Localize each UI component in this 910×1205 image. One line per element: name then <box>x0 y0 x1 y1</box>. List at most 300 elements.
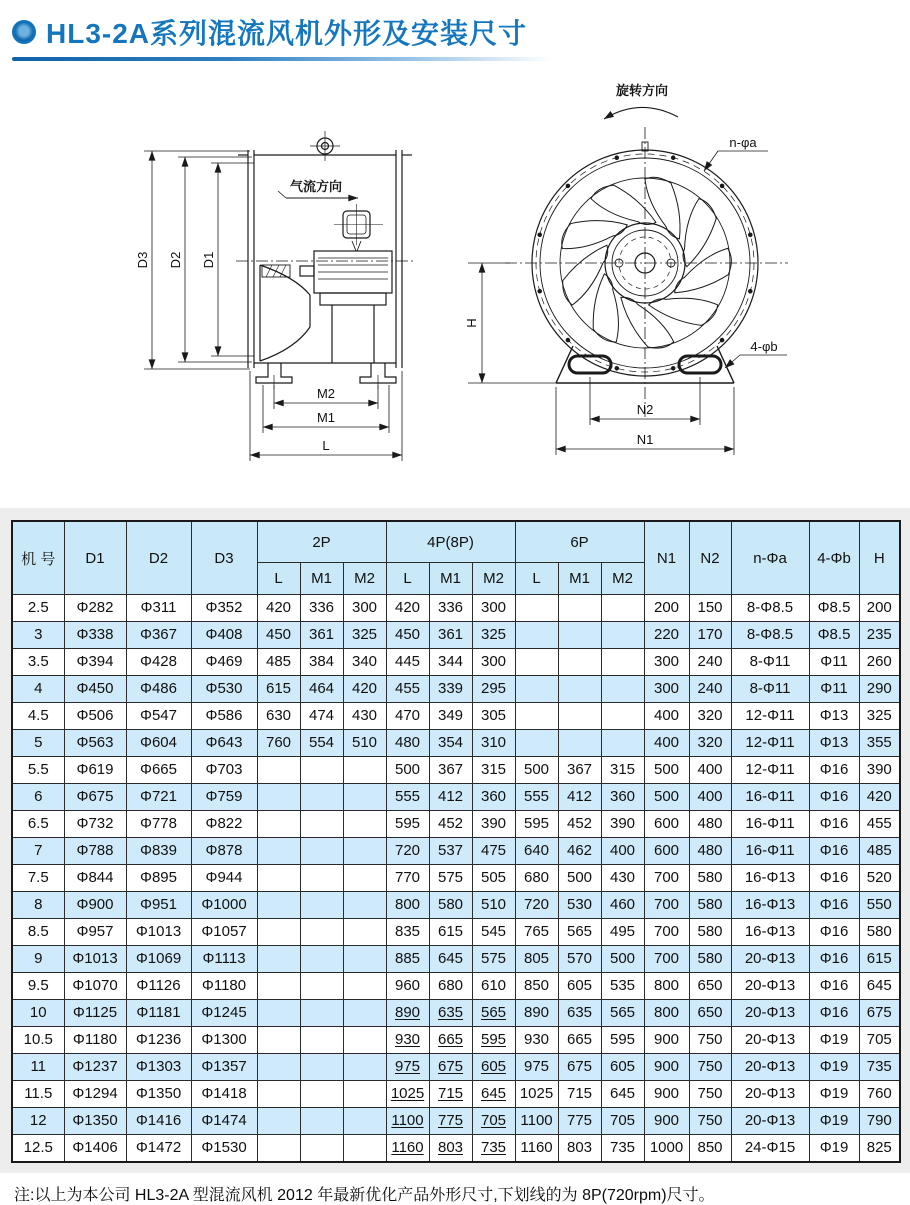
cell-6p-m2: 500 <box>601 946 644 973</box>
table-row <box>12 784 900 811</box>
cell-d3: Φ1418 <box>191 1081 257 1108</box>
cell-4p-m1: 680 <box>429 973 472 1000</box>
cell-6p-l: 555 <box>515 784 558 811</box>
cell-4p-m2: 575 <box>472 946 515 973</box>
cell-n2: 580 <box>689 919 731 946</box>
cell-2p-m1 <box>300 838 343 865</box>
cell-6p-m2 <box>601 730 644 757</box>
cell-2p-l <box>257 1108 300 1135</box>
cell-4-phi-b: Φ16 <box>809 973 859 1000</box>
cell-n-phi-a: 20-Φ13 <box>731 1108 809 1135</box>
cell-d2: Φ665 <box>126 757 191 784</box>
cell-2p-m2 <box>343 919 386 946</box>
cell-6p-l: 850 <box>515 973 558 1000</box>
cell-d3: Φ530 <box>191 676 257 703</box>
cell-n-phi-a: 16-Φ13 <box>731 892 809 919</box>
cell-d2: Φ895 <box>126 865 191 892</box>
col-header-n2: N2 <box>689 521 731 595</box>
cell-d2: Φ778 <box>126 811 191 838</box>
col-header-h: H <box>859 521 900 595</box>
fan-front-view <box>505 127 788 417</box>
cell-model: 6.5 <box>12 811 64 838</box>
cell-4p-m2: 705 <box>472 1108 515 1135</box>
cell-6p-m2 <box>601 649 644 676</box>
cell-4p-m2: 595 <box>472 1027 515 1054</box>
label-bolt-circle: n-φa <box>729 135 757 150</box>
cell-2p-m2: 420 <box>343 676 386 703</box>
cell-h: 825 <box>859 1135 900 1163</box>
cell-4p-m1: 575 <box>429 865 472 892</box>
cell-h: 520 <box>859 865 900 892</box>
title-bar <box>0 0 910 61</box>
cell-n1: 900 <box>644 1081 689 1108</box>
cell-2p-m1: 336 <box>300 595 343 622</box>
cell-d1: Φ1125 <box>64 1000 126 1027</box>
cell-2p-l: 760 <box>257 730 300 757</box>
cell-n1: 900 <box>644 1027 689 1054</box>
cell-6p-l: 680 <box>515 865 558 892</box>
cell-6p-l: 765 <box>515 919 558 946</box>
cell-6p-l <box>515 595 558 622</box>
cell-4-phi-b: Φ16 <box>809 811 859 838</box>
cell-6p-m2 <box>601 676 644 703</box>
cell-d3: Φ878 <box>191 838 257 865</box>
cell-6p-m2: 460 <box>601 892 644 919</box>
cell-6p-m2 <box>601 622 644 649</box>
cell-4p-m2: 325 <box>472 622 515 649</box>
cell-2p-m1 <box>300 784 343 811</box>
cell-n2: 480 <box>689 838 731 865</box>
cell-d3: Φ1530 <box>191 1135 257 1163</box>
cell-d2: Φ428 <box>126 649 191 676</box>
cell-4p-m2: 645 <box>472 1081 515 1108</box>
cell-d3: Φ1300 <box>191 1027 257 1054</box>
cell-6p-m1: 462 <box>558 838 601 865</box>
cell-2p-m2 <box>343 1054 386 1081</box>
cell-d2: Φ1303 <box>126 1054 191 1081</box>
cell-2p-m1: 554 <box>300 730 343 757</box>
cell-d1: Φ675 <box>64 784 126 811</box>
cell-2p-m1: 384 <box>300 649 343 676</box>
cell-n-phi-a: 12-Φ11 <box>731 730 809 757</box>
cell-n-phi-a: 8-Φ8.5 <box>731 622 809 649</box>
cell-2p-m1 <box>300 757 343 784</box>
cell-model: 11 <box>12 1054 64 1081</box>
col-header-d2: D2 <box>126 521 191 595</box>
cell-4p-m2: 610 <box>472 973 515 1000</box>
cell-2p-l: 485 <box>257 649 300 676</box>
cell-6p-m2: 400 <box>601 838 644 865</box>
cell-2p-m2: 340 <box>343 649 386 676</box>
cell-2p-m2 <box>343 946 386 973</box>
cell-n-phi-a: 16-Φ13 <box>731 919 809 946</box>
cell-4-phi-b: Φ16 <box>809 784 859 811</box>
cell-2p-m1 <box>300 865 343 892</box>
cell-4-phi-b: Φ16 <box>809 865 859 892</box>
cell-6p-m1 <box>558 649 601 676</box>
cell-n2: 750 <box>689 1054 731 1081</box>
cell-6p-m1: 565 <box>558 919 601 946</box>
fan-side-view <box>236 131 414 389</box>
cell-d1: Φ1180 <box>64 1027 126 1054</box>
cell-4p-m2: 300 <box>472 649 515 676</box>
cell-4p-m2: 735 <box>472 1135 515 1163</box>
cell-6p-m2: 565 <box>601 1000 644 1027</box>
cell-2p-m1 <box>300 1054 343 1081</box>
cell-2p-l <box>257 757 300 784</box>
cell-2p-m1 <box>300 811 343 838</box>
col-header-d1: D1 <box>64 521 126 595</box>
cell-4p-m1: 537 <box>429 838 472 865</box>
cell-d2: Φ1069 <box>126 946 191 973</box>
cell-n-phi-a: 8-Φ11 <box>731 676 809 703</box>
table-row <box>12 838 900 865</box>
cell-d3: Φ1474 <box>191 1108 257 1135</box>
fan-drawings-svg <box>0 65 910 495</box>
cell-d2: Φ547 <box>126 703 191 730</box>
cell-6p-m2: 360 <box>601 784 644 811</box>
cell-d2: Φ1013 <box>126 919 191 946</box>
cell-h: 790 <box>859 1108 900 1135</box>
cell-model: 12 <box>12 1108 64 1135</box>
cell-6p-l: 1100 <box>515 1108 558 1135</box>
table-row <box>12 1108 900 1135</box>
cell-4p-m1: 645 <box>429 946 472 973</box>
cell-d3: Φ1357 <box>191 1054 257 1081</box>
col-group-2p: 2P <box>257 521 386 563</box>
cell-6p-m2: 390 <box>601 811 644 838</box>
cell-model: 5 <box>12 730 64 757</box>
cell-6p-m1 <box>558 703 601 730</box>
cell-2p-m1 <box>300 1081 343 1108</box>
cell-4p-m1: 635 <box>429 1000 472 1027</box>
table-row <box>12 1027 900 1054</box>
cell-n1: 200 <box>644 595 689 622</box>
cell-n1: 800 <box>644 973 689 1000</box>
cell-2p-m1 <box>300 946 343 973</box>
cell-n2: 400 <box>689 757 731 784</box>
cell-4p-l: 445 <box>386 649 429 676</box>
cell-2p-m2 <box>343 811 386 838</box>
cell-2p-l <box>257 811 300 838</box>
cell-model: 10.5 <box>12 1027 64 1054</box>
cell-6p-l: 595 <box>515 811 558 838</box>
cell-model: 3.5 <box>12 649 64 676</box>
cell-6p-l <box>515 703 558 730</box>
cell-d3: Φ944 <box>191 865 257 892</box>
cell-2p-m1: 474 <box>300 703 343 730</box>
table-row <box>12 865 900 892</box>
cell-4p-m2: 545 <box>472 919 515 946</box>
cell-4-phi-b: Φ13 <box>809 730 859 757</box>
cell-n2: 580 <box>689 946 731 973</box>
cell-2p-m2 <box>343 757 386 784</box>
cell-6p-m2 <box>601 595 644 622</box>
cell-h: 355 <box>859 730 900 757</box>
cell-n2: 400 <box>689 784 731 811</box>
cell-4-phi-b: Φ19 <box>809 1135 859 1163</box>
cell-n2: 480 <box>689 811 731 838</box>
cell-2p-m2 <box>343 784 386 811</box>
cell-model: 11.5 <box>12 1081 64 1108</box>
col-header-n-phi-a: n-Φa <box>731 521 809 595</box>
cell-4p-l: 450 <box>386 622 429 649</box>
cell-2p-m2 <box>343 973 386 1000</box>
cell-d2: Φ1126 <box>126 973 191 1000</box>
cell-n-phi-a: 12-Φ11 <box>731 703 809 730</box>
cell-4p-m2: 295 <box>472 676 515 703</box>
cell-4p-l: 800 <box>386 892 429 919</box>
cell-d2: Φ839 <box>126 838 191 865</box>
table-row <box>12 757 900 784</box>
table-row <box>12 676 900 703</box>
cell-4p-m1: 336 <box>429 595 472 622</box>
cell-6p-m1: 715 <box>558 1081 601 1108</box>
table-row <box>12 703 900 730</box>
cell-4-phi-b: Φ8.5 <box>809 622 859 649</box>
label-rotation: 旋转方向 <box>615 83 669 98</box>
cell-model: 3 <box>12 622 64 649</box>
technical-drawings <box>0 65 910 500</box>
cell-n-phi-a: 16-Φ11 <box>731 811 809 838</box>
cell-2p-m1 <box>300 1135 343 1163</box>
front-view-labels <box>464 83 778 447</box>
cell-4p-l: 555 <box>386 784 429 811</box>
cell-2p-m1 <box>300 892 343 919</box>
cell-n2: 320 <box>689 703 731 730</box>
cell-model: 5.5 <box>12 757 64 784</box>
cell-n1: 1000 <box>644 1135 689 1163</box>
col-header-4-phi-b: 4-Φb <box>809 521 859 595</box>
cell-n2: 750 <box>689 1027 731 1054</box>
cell-2p-l <box>257 973 300 1000</box>
cell-6p-m2: 315 <box>601 757 644 784</box>
cell-n2: 580 <box>689 892 731 919</box>
cell-2p-l <box>257 1054 300 1081</box>
cell-d1: Φ1406 <box>64 1135 126 1163</box>
cell-d3: Φ759 <box>191 784 257 811</box>
cell-2p-l <box>257 865 300 892</box>
cell-n1: 500 <box>644 757 689 784</box>
cell-d2: Φ367 <box>126 622 191 649</box>
cell-6p-m1 <box>558 730 601 757</box>
cell-4p-l: 975 <box>386 1054 429 1081</box>
cell-n1: 700 <box>644 865 689 892</box>
col-group-4p8p: 4P(8P) <box>386 521 515 563</box>
table-row <box>12 649 900 676</box>
cell-6p-m2: 705 <box>601 1108 644 1135</box>
cell-n-phi-a: 20-Φ13 <box>731 1054 809 1081</box>
cell-4p-m1: 361 <box>429 622 472 649</box>
cell-4-phi-b: Φ19 <box>809 1027 859 1054</box>
cell-4p-l: 500 <box>386 757 429 784</box>
cell-d1: Φ732 <box>64 811 126 838</box>
table-row <box>12 946 900 973</box>
cell-4p-m1: 615 <box>429 919 472 946</box>
cell-4p-m1: 344 <box>429 649 472 676</box>
cell-2p-m2: 510 <box>343 730 386 757</box>
cell-d1: Φ788 <box>64 838 126 865</box>
cell-6p-l: 890 <box>515 1000 558 1027</box>
cell-n-phi-a: 8-Φ8.5 <box>731 595 809 622</box>
cell-n2: 650 <box>689 973 731 1000</box>
cell-4p-m2: 505 <box>472 865 515 892</box>
cell-4p-m2: 305 <box>472 703 515 730</box>
cell-2p-l <box>257 1000 300 1027</box>
col-group-6p: 6P <box>515 521 644 563</box>
cell-h: 235 <box>859 622 900 649</box>
cell-2p-l <box>257 838 300 865</box>
cell-6p-m1 <box>558 622 601 649</box>
cell-d3: Φ643 <box>191 730 257 757</box>
col-header-6p-l: L <box>515 563 558 595</box>
cell-n-phi-a: 20-Φ13 <box>731 1000 809 1027</box>
cell-h: 200 <box>859 595 900 622</box>
cell-6p-l: 500 <box>515 757 558 784</box>
cell-d1: Φ619 <box>64 757 126 784</box>
col-header-4p-l: L <box>386 563 429 595</box>
cell-4-phi-b: Φ16 <box>809 1000 859 1027</box>
impeller-blades <box>554 169 740 355</box>
cell-4-phi-b: Φ13 <box>809 703 859 730</box>
cell-6p-m2: 645 <box>601 1081 644 1108</box>
table-row <box>12 622 900 649</box>
cell-h: 645 <box>859 973 900 1000</box>
cell-4p-l: 720 <box>386 838 429 865</box>
table-row <box>12 1135 900 1163</box>
cell-2p-m2 <box>343 1027 386 1054</box>
cell-h: 675 <box>859 1000 900 1027</box>
cell-6p-m1: 452 <box>558 811 601 838</box>
cell-2p-m1 <box>300 1108 343 1135</box>
cell-n1: 220 <box>644 622 689 649</box>
cell-model: 6 <box>12 784 64 811</box>
cell-model: 4.5 <box>12 703 64 730</box>
cell-4p-m1: 339 <box>429 676 472 703</box>
cell-6p-m1 <box>558 676 601 703</box>
cell-h: 485 <box>859 838 900 865</box>
col-header-2p-l: L <box>257 563 300 595</box>
cell-2p-m1 <box>300 919 343 946</box>
table-row <box>12 1054 900 1081</box>
cell-6p-l <box>515 622 558 649</box>
cell-d3: Φ1057 <box>191 919 257 946</box>
cell-6p-m1 <box>558 595 601 622</box>
cell-model: 9.5 <box>12 973 64 1000</box>
table-row <box>12 1000 900 1027</box>
cell-4p-m1: 803 <box>429 1135 472 1163</box>
cell-4-phi-b: Φ16 <box>809 919 859 946</box>
cell-6p-m1: 570 <box>558 946 601 973</box>
cell-2p-l: 450 <box>257 622 300 649</box>
cell-h: 735 <box>859 1054 900 1081</box>
cell-2p-m2 <box>343 1081 386 1108</box>
cell-4p-m1: 367 <box>429 757 472 784</box>
cell-n-phi-a: 24-Φ15 <box>731 1135 809 1163</box>
cell-4p-m2: 360 <box>472 784 515 811</box>
cell-n2: 240 <box>689 649 731 676</box>
cell-d1: Φ394 <box>64 649 126 676</box>
cell-n1: 300 <box>644 676 689 703</box>
cell-4p-l: 1025 <box>386 1081 429 1108</box>
cell-d1: Φ1237 <box>64 1054 126 1081</box>
cell-6p-m2: 605 <box>601 1054 644 1081</box>
cell-2p-l: 630 <box>257 703 300 730</box>
cell-n1: 700 <box>644 892 689 919</box>
cell-d1: Φ1013 <box>64 946 126 973</box>
page-title: HL3-2A系列混流风机外形及安装尺寸 <box>46 18 528 49</box>
cell-n-phi-a: 20-Φ13 <box>731 1081 809 1108</box>
cell-2p-m2 <box>343 838 386 865</box>
cell-d1: Φ1294 <box>64 1081 126 1108</box>
cell-2p-l: 420 <box>257 595 300 622</box>
cell-d2: Φ1181 <box>126 1000 191 1027</box>
cell-4p-l: 480 <box>386 730 429 757</box>
cell-d2: Φ721 <box>126 784 191 811</box>
cell-model: 10 <box>12 1000 64 1027</box>
cell-h: 260 <box>859 649 900 676</box>
cell-d2: Φ311 <box>126 595 191 622</box>
cell-h: 705 <box>859 1027 900 1054</box>
cell-4p-m2: 510 <box>472 892 515 919</box>
cell-n1: 400 <box>644 703 689 730</box>
cell-6p-m1: 412 <box>558 784 601 811</box>
cell-n1: 900 <box>644 1108 689 1135</box>
cell-2p-l <box>257 946 300 973</box>
cell-d3: Φ1245 <box>191 1000 257 1027</box>
cell-4-phi-b: Φ16 <box>809 946 859 973</box>
cell-d2: Φ1472 <box>126 1135 191 1163</box>
cell-n-phi-a: 20-Φ13 <box>731 1027 809 1054</box>
cell-4p-l: 470 <box>386 703 429 730</box>
label-l: L <box>322 438 330 453</box>
cell-n1: 400 <box>644 730 689 757</box>
cell-d1: Φ957 <box>64 919 126 946</box>
cell-n2: 850 <box>689 1135 731 1163</box>
cell-4p-m2: 475 <box>472 838 515 865</box>
col-header-d3: D3 <box>191 521 257 595</box>
cell-6p-m2: 430 <box>601 865 644 892</box>
cell-d1: Φ900 <box>64 892 126 919</box>
cell-d1: Φ1070 <box>64 973 126 1000</box>
cell-model: 4 <box>12 676 64 703</box>
cell-4p-m1: 715 <box>429 1081 472 1108</box>
cell-h: 390 <box>859 757 900 784</box>
cell-4-phi-b: Φ16 <box>809 838 859 865</box>
cell-4-phi-b: Φ16 <box>809 757 859 784</box>
label-foot-hole: 4-φb <box>750 339 778 354</box>
cell-n-phi-a: 16-Φ11 <box>731 838 809 865</box>
label-m2: M2 <box>316 386 336 401</box>
side-view-labels <box>135 179 342 453</box>
cell-d1: Φ450 <box>64 676 126 703</box>
cell-2p-l <box>257 1135 300 1163</box>
cell-n1: 300 <box>644 649 689 676</box>
cell-2p-m2: 325 <box>343 622 386 649</box>
cell-d3: Φ1113 <box>191 946 257 973</box>
cell-4-phi-b: Φ19 <box>809 1054 859 1081</box>
label-d2: D2 <box>168 251 183 269</box>
cell-4p-m1: 349 <box>429 703 472 730</box>
cell-d1: Φ1350 <box>64 1108 126 1135</box>
cell-d3: Φ469 <box>191 649 257 676</box>
cell-2p-l <box>257 892 300 919</box>
cell-d2: Φ604 <box>126 730 191 757</box>
cell-n-phi-a: 16-Φ11 <box>731 784 809 811</box>
cell-h: 325 <box>859 703 900 730</box>
cell-6p-m1: 530 <box>558 892 601 919</box>
cell-2p-m2 <box>343 865 386 892</box>
